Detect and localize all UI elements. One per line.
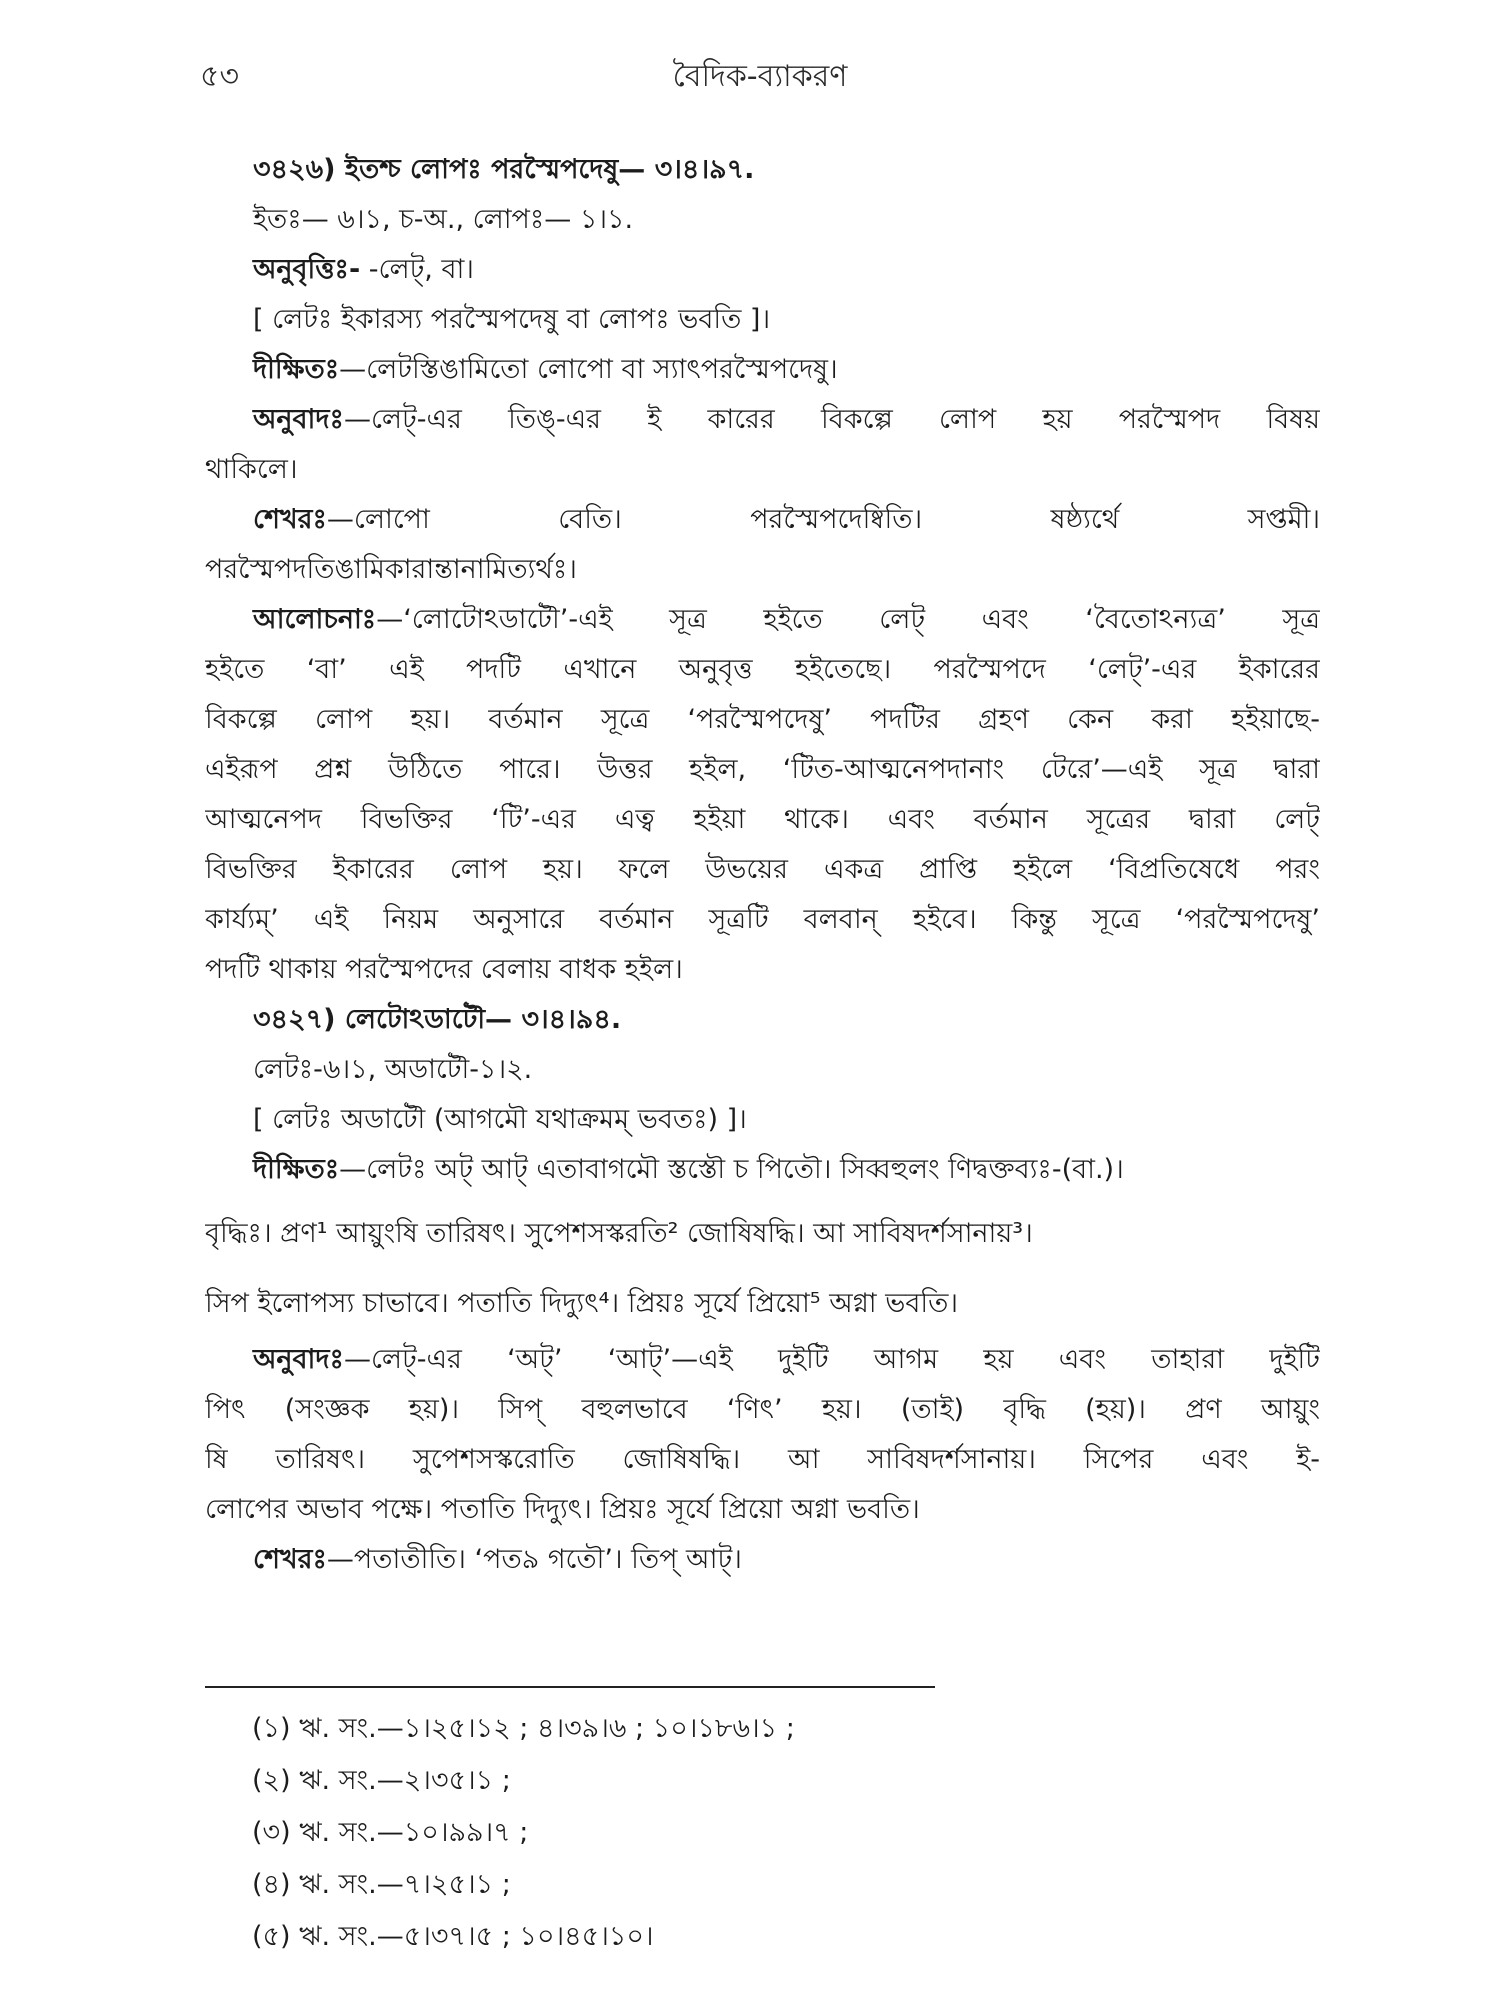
sutra-heading: ৩৪২৬) ইতশ্চ লোপঃ পরস্মৈপদেষু— ৩।৪।৯৭. — [253, 154, 755, 185]
dikshita-line — [205, 1145, 1320, 1195]
label: দীক্ষিতঃ — [253, 354, 340, 385]
text: —লেটঃ অট্ আট্ এতাবাগমৌ স্তস্তৌ চ পিতৌ। সিব্বহুলং ণিদ্বক্তব্যঃ-(বা.)। — [339, 1154, 1124, 1185]
sutra-heading: ৩৪২৭) লেটোঽডাটৌ— ৩।৪।৯৪. — [253, 1004, 622, 1035]
anubad-line — [205, 1335, 1320, 1385]
label: দীক্ষিতঃ — [253, 1154, 340, 1185]
vritti-line: [ লেটঃ ইকারস্য পরস্মৈপদেষু বা লোপঃ ভবতি ]। — [253, 304, 771, 335]
alochana-line: হইতে ‘বা’ এই পদটি এখানে অনুবৃত্ত হইতেছে। পরস্মৈপদে ‘লেট্’-এর ইকারের — [205, 654, 1320, 685]
vritti-line: [ লেটঃ অডাটৌ (আগমৌ যথাক্রমম্ ভবতঃ) ]। — [253, 1104, 747, 1135]
pada-line: লেটঃ-৬।১, অডাটৌ-১।২. — [253, 1054, 533, 1085]
page-number: ৫৩ — [200, 59, 239, 94]
alochana-line: পদটি থাকায় পরস্মৈপদের বেলায় বাধক হইল। — [205, 954, 683, 985]
anubad-line: লোপের অভাব পক্ষে। পতাতি দিদ্যুৎ। প্রিয়ঃ সূর্যে প্রিয়ো অগ্না ভবতি। — [205, 1494, 920, 1525]
dikshita-line — [205, 345, 1320, 395]
main-text — [205, 145, 1320, 1585]
alochana-line: আত্মনেপদ বিভক্তির ‘টি’-এর এত্ব হইয়া থাকে। এবং বর্তমান সূত্রের দ্বারা লেট্ — [205, 804, 1320, 835]
text: —লেট্-এর তিঙ্-এর ই কারের বিকল্পে লোপ হয় পরস্মৈপদ বিষয় — [343, 404, 1320, 435]
text: —লেট্-এর ‘অট্’ ‘আট্’—এই দুইটি আগম হয় এবং তাহারা দুইটি — [343, 1344, 1320, 1375]
dikshita-line: বৃদ্ধিঃ। প্রণ¹ আয়ুংষি তারিষৎ। সুপেশসস্করতি² জোষিষদ্ধি। আ সাবিষদর্শসানায়³। — [205, 1218, 1033, 1249]
alochana-line: বিকল্পে লোপ হয়। বর্তমান সূত্রে ‘পরস্মৈপদেষু’ পদটির গ্রহণ কেন করা হইয়াছে- — [205, 704, 1320, 735]
alochana-line: বিভক্তির ইকারের লোপ হয়। ফলে উভয়ের একত্র প্রাপ্তি হইলে ‘বিপ্রতিষেধে পরং — [205, 854, 1320, 885]
alochana-line: এইরূপ প্রশ্ন উঠিতে পারে। উত্তর হইল, ‘টিত-আত্মনেপদানাং টেরে’—এই সূত্র দ্বারা — [205, 754, 1320, 785]
footnote: (১) ঋ. সং.—১।২৫।১২ ; ৪।৩৯।৬ ; ১০।১৮৬।১ ; — [252, 1713, 795, 1744]
label: অনুবাদঃ — [253, 404, 344, 435]
text: -লেট্, বা। — [360, 254, 474, 285]
label: শেখরঃ — [253, 504, 327, 535]
anubad-line: থাকিলে। — [205, 454, 298, 485]
footnote: (৪) ঋ. সং.—৭।২৫।১ ; — [252, 1869, 511, 1900]
footnote: (৫) ঋ. সং.—৫।৩৭।৫ ; ১০।৪৫।১০। — [252, 1921, 654, 1952]
anubad-line: পিৎ (সংজ্ঞক হয়)। সিপ্ বহুলভাবে ‘ণিৎ’ হয়। (তাই) বৃদ্ধি (হয়)। প্রণ আয়ুং — [205, 1394, 1320, 1425]
footnote-divider — [205, 1686, 935, 1688]
shekhara-line — [205, 495, 1320, 545]
footnote: (২) ঋ. সং.—২।৩৫।১ ; — [252, 1765, 511, 1796]
text: —লোপো বেতি। পরস্মৈপদেষ্বিতি। ষষ্ঠ্যর্থে সপ্তমী। — [326, 504, 1320, 535]
running-title: বৈদিক-ব্যাকরণ — [672, 59, 848, 94]
footnotes — [252, 1703, 795, 1963]
text: —পতাতীতি। ‘পত৯ গতৌ’। তিপ্ আট্। — [326, 1544, 742, 1575]
label: শেখরঃ — [253, 1544, 327, 1575]
label: অনুবাদঃ — [253, 1344, 344, 1375]
dikshita-line: সিপ ইলোপস্য চাভাবে। পতাতি দিদ্যুৎ⁴। প্রিয়ঃ সূর্যে প্রিয়ো⁵ অগ্না ভবতি। — [205, 1288, 958, 1319]
text: —লেটস্তিঙামিতো লোপো বা স্যাৎপরস্মৈপদেষু। — [339, 354, 838, 385]
shekhara-line: পরস্মৈপদতিঙামিকারান্তানামিত্যর্থঃ। — [205, 554, 577, 585]
shekhara-line — [205, 1535, 1320, 1585]
anubad-line: ষি তারিষৎ। সুপেশসস্করোতি জোষিষদ্ধি। আ সাবিষদর্শসানায়। সিপের এবং ই- — [205, 1444, 1320, 1475]
footnote: (৩) ঋ. সং.—১০।৯৯।৭ ; — [252, 1817, 529, 1848]
label: অনুবৃত্তিঃ- — [253, 254, 361, 285]
pada-line: ইতঃ— ৬।১, চ-অ., লোপঃ— ১।১. — [253, 204, 634, 235]
alochana-line — [205, 595, 1320, 645]
text: —‘লোটোঽডাটৌ’-এই সূত্র হইতে লেট্ এবং ‘বৈতোঽন্যত্র’ সূত্র — [376, 604, 1320, 635]
anuvritti-line — [205, 245, 1320, 295]
alochana-line: কার্য্যম্’ এই নিয়ম অনুসারে বর্তমান সূত্রটি বলবান্ হইবে। কিন্তু সূত্রে ‘পরস্মৈপদেষু’ — [205, 904, 1320, 935]
anubad-line — [205, 395, 1320, 445]
page-header — [200, 52, 1320, 102]
label: আলোচনাঃ — [253, 604, 377, 635]
